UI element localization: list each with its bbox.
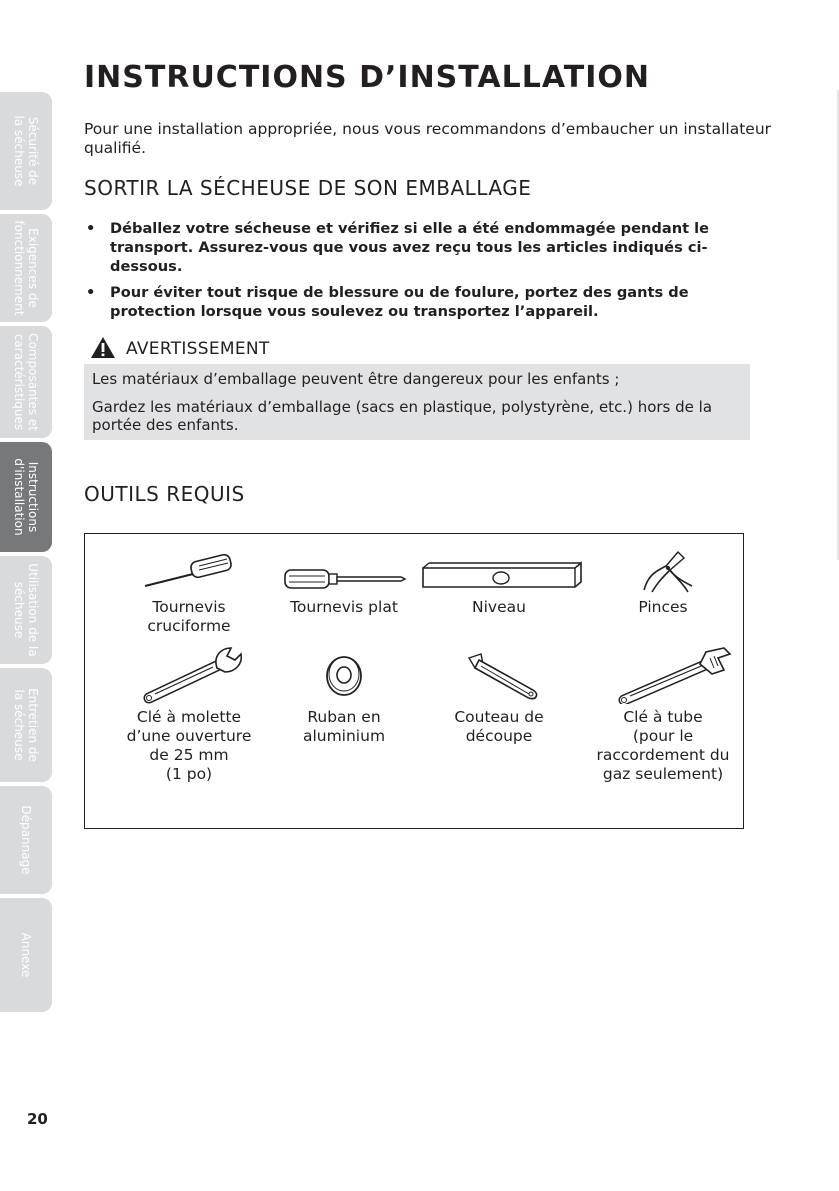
tab-label: Utilisation de la sécheuse [12,563,40,657]
tab-label: Composantes et caractéristiques [12,333,40,431]
warning-icon [90,336,116,363]
phillips-screwdriver-icon [129,548,249,594]
tool-label: Tournevis plat [290,598,398,616]
warning-line: Les matériaux d’emballage peuvent être dangereux pour les enfants ; [92,370,620,388]
tool-label: Couteau de découpe [454,708,544,745]
bullet-item [84,283,764,321]
tab-exigences[interactable] [0,214,52,322]
tool-label: Clé à tube (pour le raccordement du gaz seulement) [596,708,730,783]
warning-line: Gardez les matériaux d’emballage (sacs en plastique, polystyrène, etc.) hors de la portée des enfants. [92,398,713,434]
page-title: INSTRUCTIONS D’INSTALLATION [84,60,650,95]
tool-label: Ruban en aluminium [302,708,386,745]
tab-label: Instructions d'installation [12,458,40,536]
unpack-bullets [84,219,764,328]
tool-pipe-wrench [583,644,743,784]
tab-label: Annexe [19,932,33,978]
aluminum-tape-icon [284,644,404,704]
tab-securite[interactable] [0,92,52,210]
tool-adjustable-wrench [109,644,269,784]
tool-label: Pinces [638,598,688,616]
tab-utilisation[interactable] [0,556,52,664]
bullet-dot: • [86,284,96,301]
tab-composantes[interactable] [0,326,52,438]
level-icon [419,548,585,594]
section-heading-unpack: SORTIR LA SÉCHEUSE DE SON EMBALLAGE [84,176,532,200]
tab-label: Dépannage [19,805,33,875]
pipe-wrench-icon [588,644,738,704]
bullet-text: Déballez votre sécheuse et vérifiez si elle a été endommagée pendant le transport. Assurez-vous que vous avez reçu tous les articles indiqués ci-dessous. [110,220,710,275]
bullet-text: Pour éviter tout risque de blessure ou de foulure, portez des gants de protection lorsque vous soulevez ou transportez l’appareil. [110,284,689,320]
tab-entretien[interactable] [0,668,52,782]
tool-level [419,548,579,617]
warning-title: AVERTISSEMENT [126,339,270,359]
tool-label: Niveau [472,598,526,616]
tool-utility-knife [419,644,579,746]
tab-label: Sécurité de la sécheuse [12,115,40,187]
tools-box [84,533,744,829]
tool-label: Clé à molette d’une ouverture de 25 mm (1 po) [126,708,252,783]
bullet-item [84,219,764,276]
warning-header [90,336,270,362]
tool-flat-screwdriver [264,548,424,617]
utility-knife-icon [419,644,585,704]
tool-phillips-screwdriver [109,548,269,636]
adjustable-wrench-icon [129,644,249,704]
page-number: 20 [27,1110,48,1128]
section-heading-tools: OUTILS REQUIS [84,482,245,506]
flat-screwdriver-icon [279,548,409,594]
tab-label: Exigences de fonctionnement [12,220,40,316]
tab-annexe[interactable] [0,898,52,1012]
tool-label: Tournevis cruciforme [147,598,231,635]
warning-box [84,364,750,440]
tab-installation[interactable] [0,442,52,552]
bullet-dot: • [86,220,96,237]
pliers-icon [618,548,708,594]
intro-text: Pour une installation appropriée, nous vous recommandons d’embaucher un installateur qualifié. [84,120,772,157]
tab-label: Entretien de la sécheuse [12,688,40,762]
side-tabs [0,92,52,1016]
tool-aluminum-tape [264,644,424,746]
tab-depannage[interactable] [0,786,52,894]
tool-pliers [583,548,743,617]
